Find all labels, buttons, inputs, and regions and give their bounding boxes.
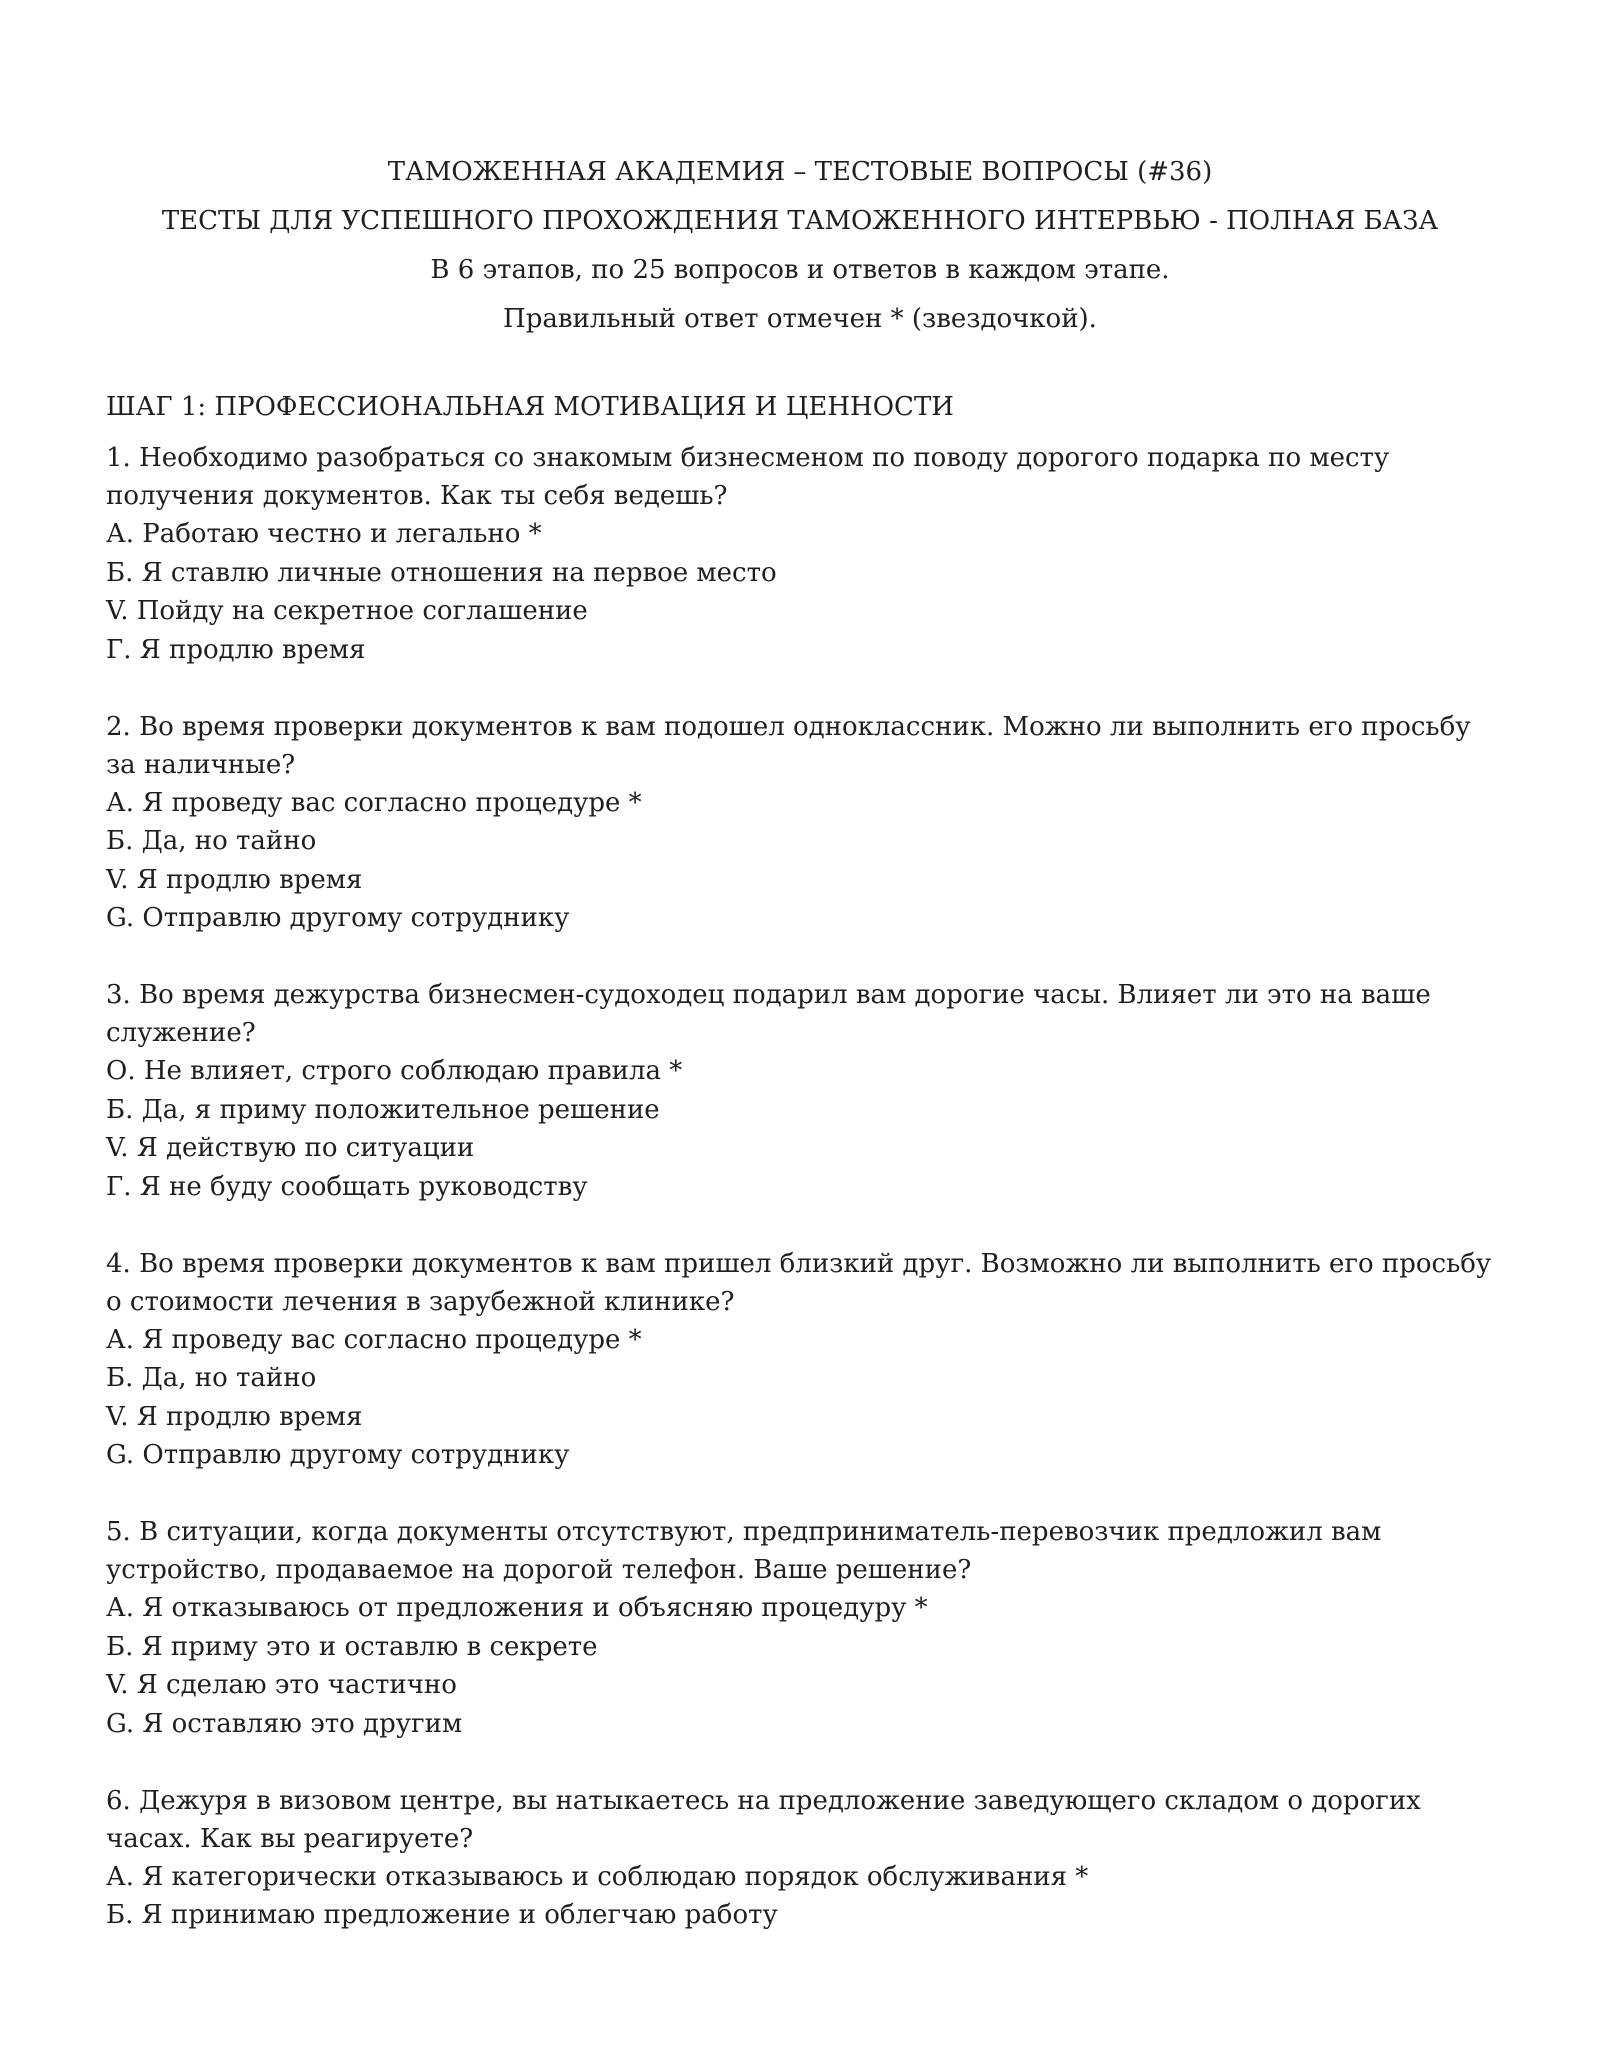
question-text: 4. Во время проверки документов к вам пришел близкий друг. Возможно ли выполнить его просьбу о стоимости лечения в зарубежной клинике?	[106, 1248, 1492, 1317]
answer-option: G. Я оставляю это другим	[106, 1708, 463, 1739]
answer-option: V. Пойду на секретное соглашение	[106, 596, 588, 626]
answer-option: А. Я категорически отказываюсь и соблюдаю порядок обслуживания *	[106, 1861, 1089, 1892]
answer-option: А. Я проведу вас согласно процедуре *	[106, 1324, 642, 1355]
answer-option: Б. Я принимаю предложение и облегчаю работу	[106, 1900, 778, 1930]
answer-option: Г. Я не буду сообщать руководству	[106, 1171, 588, 1202]
question-text: 5. В ситуации, когда документы отсутствуют, предприниматель-перевозчик предложил вам устройство, продаваемое на дорогой телефон. Ваше решение?	[106, 1517, 1382, 1585]
document-header	[0, 148, 1600, 344]
question-text: 2. Во время проверки документов к вам подошел одноклассник. Можно ли выполнить его просьбу за наличные?	[106, 711, 1471, 780]
answer-option: V. Я продлю время	[106, 1401, 363, 1432]
answer-option: G. Отправлю другому сотруднику	[106, 903, 570, 933]
answer-option: V. Я действую по ситуации	[106, 1133, 475, 1163]
question-text: 6. Дежуря в визовом центре, вы натыкаетесь на предложение заведующего складом о дорогих часах. Как вы реагируете?	[106, 1785, 1421, 1854]
answer-option: А. Я отказываюсь от предложения и объясняю процедуру *	[106, 1593, 928, 1623]
answer-key-note: Правильный ответ отмечен * (звездочкой).	[503, 304, 1097, 334]
question-3	[106, 976, 1506, 1206]
answer-option: А. Работаю честно и легально *	[106, 519, 542, 549]
answer-option: V. Я продлю время	[106, 864, 363, 895]
question-2	[106, 708, 1506, 938]
document-title: ТАМОЖЕННАЯ АКАДЕМИЯ – ТЕСТОВЫЕ ВОПРОСЫ (#36)	[387, 157, 1213, 187]
document-description: В 6 этапов, по 25 вопросов и ответов в каждом этапе.	[430, 255, 1170, 285]
answer-option: О. Не влияет, строго соблюдаю правила *	[106, 1056, 683, 1086]
answer-option: Б. Я приму это и оставлю в секрете	[106, 1631, 598, 1662]
document-subtitle: ТЕСТЫ ДЛЯ УСПЕШНОГО ПРОХОЖДЕНИЯ ТАМОЖЕННОГО ИНТЕРВЬЮ - ПОЛНАЯ БАЗА	[161, 206, 1439, 236]
answer-option: Б. Да, но тайно	[106, 826, 317, 856]
question-5	[106, 1513, 1506, 1743]
answer-option: Б. Я ставлю личные отношения на первое место	[106, 557, 777, 588]
answer-option: Б. Да, но тайно	[106, 1363, 317, 1393]
question-6	[106, 1782, 1506, 1935]
answer-option: V. Я сделаю это частично	[106, 1670, 457, 1700]
step-title: ШАГ 1: ПРОФЕССИОНАЛЬНАЯ МОТИВАЦИЯ И ЦЕННОСТИ	[106, 392, 954, 422]
question-1	[106, 439, 1506, 669]
question-text: 1. Необходимо разобраться со знакомым бизнесменом по поводу дорогого подарка по месту получения документов. Как ты себя ведешь?	[106, 443, 1390, 511]
question-4	[106, 1245, 1506, 1475]
answer-option: G. Отправлю другому сотруднику	[106, 1440, 570, 1470]
answer-option: Г. Я продлю время	[106, 634, 366, 665]
document-body	[106, 387, 1506, 1973]
answer-option: Б. Да, я приму положительное решение	[106, 1094, 660, 1125]
question-text: 3. Во время дежурства бизнесмен-судоходец подарил вам дорогие часы. Влияет ли это на ваше служение?	[106, 980, 1431, 1048]
answer-option: А. Я проведу вас согласно процедуре *	[106, 787, 642, 818]
